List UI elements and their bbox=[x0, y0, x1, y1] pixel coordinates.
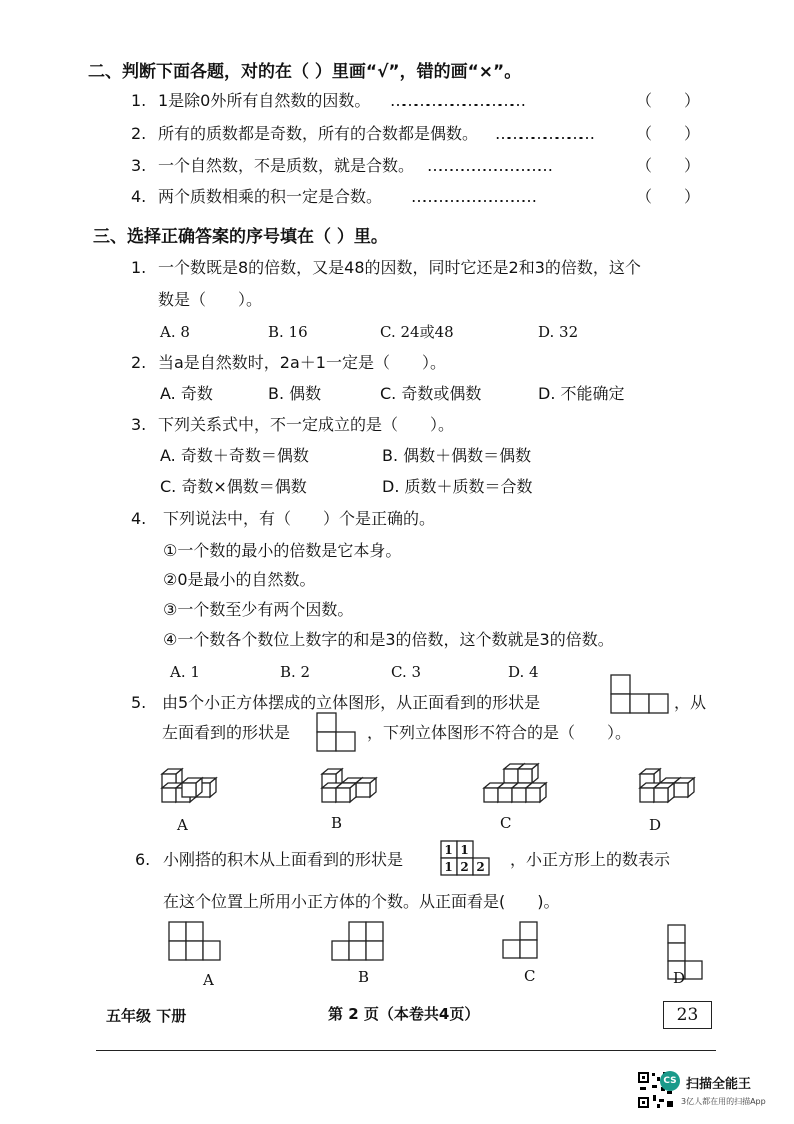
s2-item3-text: 一个自然数，不是质数，就是合数。 bbox=[158, 156, 415, 175]
q5-line2-a: 左面看到的形状是 bbox=[162, 723, 291, 742]
s2-item1-dots: …………………………… bbox=[390, 91, 522, 110]
q5-label-d: D bbox=[649, 816, 662, 834]
q5-line2-b: ，下列立体图形不符合的是（ ）。 bbox=[367, 723, 632, 742]
q5-left-view-figure bbox=[316, 712, 360, 754]
q5-figure-b bbox=[318, 760, 380, 808]
q6-label-d: D bbox=[673, 969, 686, 987]
q1-option-a: A. 8 bbox=[160, 323, 190, 341]
q6-grid-number: 1 bbox=[460, 843, 469, 857]
q4-statement-4: ④一个数各个数位上数字的和是3的倍数，这个数就是3的倍数。 bbox=[163, 630, 614, 649]
q2-option-c: C. 奇数或偶数 bbox=[380, 384, 482, 403]
q5-figure-a bbox=[158, 760, 220, 808]
q3-num: 3. bbox=[131, 415, 147, 434]
q1-option-c: C. 24或48 bbox=[380, 323, 454, 341]
camscanner-logo-icon: CS bbox=[660, 1071, 680, 1091]
q6-grid-number: 2 bbox=[460, 860, 469, 874]
q4-statement-3: ③一个数至少有两个因数。 bbox=[163, 600, 354, 619]
q5-front-view-figure bbox=[610, 674, 672, 714]
q5-label-c: C bbox=[500, 814, 512, 832]
q5-figure-c bbox=[480, 760, 548, 808]
q5-line1-b: ，从 bbox=[674, 693, 707, 712]
q5-line1-a: 由5个小正方体摆成的立体图形，从正面看到的形状是 bbox=[162, 693, 541, 712]
q2-option-b: B. 偶数 bbox=[268, 384, 322, 403]
footer-rule bbox=[96, 1050, 716, 1051]
q4-statement-2: ②0是最小的自然数。 bbox=[163, 570, 316, 589]
q2-option-a: A. 奇数 bbox=[160, 384, 213, 403]
s2-item3-dots: …………………………… bbox=[427, 156, 548, 175]
q6-label-b: B bbox=[358, 968, 370, 986]
camscanner-tagline: 3亿人都在用的扫描App bbox=[681, 1097, 766, 1106]
q2-num: 2. bbox=[131, 353, 147, 372]
q4-statement-1: ①一个数的最小的倍数是它本身。 bbox=[163, 541, 402, 560]
s2-item3-num: 3. bbox=[131, 156, 147, 175]
q4-option-c: C. 3 bbox=[391, 663, 422, 681]
q3-option-c: C. 奇数×偶数＝偶数 bbox=[160, 477, 307, 496]
s2-item3-paren: （ ） bbox=[636, 156, 701, 175]
section2-heading: 二、判断下面各题，对的在（ ）里画“√”，错的画“×”。 bbox=[88, 62, 522, 82]
q6-grid-number: 1 bbox=[444, 843, 453, 857]
q1-line1: 一个数既是8的倍数，又是48的因数，同时它还是2和3的倍数，这个 bbox=[158, 258, 641, 277]
q5-figure-d bbox=[636, 760, 704, 808]
s2-item4-text: 两个质数相乘的积一定是合数。 bbox=[158, 187, 383, 206]
q1-option-b: B. 16 bbox=[268, 323, 308, 341]
q6-figure-a bbox=[168, 921, 224, 961]
q6-line2: 在这个位置上所用小正方体的个数。从正面看是( )。 bbox=[163, 892, 560, 911]
s2-item1-num: 1. bbox=[131, 91, 147, 110]
q1-num: 1. bbox=[131, 258, 147, 277]
camscanner-brand: 扫描全能王 bbox=[686, 1077, 752, 1092]
q1-line2: 数是（ ）。 bbox=[158, 290, 263, 309]
q6-num: 6. bbox=[135, 850, 151, 869]
s2-item4-paren: （ ） bbox=[636, 187, 701, 206]
s2-item1-text: 1是除0外所有自然数的因数。 bbox=[158, 91, 371, 110]
q5-num: 5. bbox=[131, 693, 147, 712]
s2-item1-paren: （ ） bbox=[636, 91, 701, 110]
s2-item2-dots: …………………… bbox=[495, 124, 591, 143]
q4-text: 下列说法中，有（ ）个是正确的。 bbox=[163, 509, 436, 528]
q3-option-a: A. 奇数＋奇数＝偶数 bbox=[160, 446, 309, 465]
q6-grid-number: 2 bbox=[476, 860, 485, 874]
footer-page-box: 23 bbox=[663, 1001, 712, 1029]
q3-text: 下列关系式中，不一定成立的是（ ）。 bbox=[158, 415, 455, 434]
q6-line1-a: 小刚搭的积木从上面看到的形状是 bbox=[163, 850, 404, 869]
q3-option-b: B. 偶数＋偶数＝偶数 bbox=[382, 446, 532, 465]
q6-line1-b: ，小正方形上的数表示 bbox=[510, 850, 671, 869]
q3-option-d: D. 质数＋质数＝合数 bbox=[382, 477, 533, 496]
q5-label-a: A bbox=[177, 816, 188, 834]
footer-grade: 五年级 下册 bbox=[106, 1007, 187, 1025]
q5-label-b: B bbox=[331, 814, 343, 832]
q1-option-d: D. 32 bbox=[538, 323, 579, 341]
section3-heading: 三、选择正确答案的序号填在（ ）里。 bbox=[93, 227, 388, 247]
s2-item4-num: 4. bbox=[131, 187, 147, 206]
q6-figure-b bbox=[331, 921, 387, 961]
s2-item2-paren: （ ） bbox=[636, 124, 701, 143]
s2-item2-text: 所有的质数都是奇数，所有的合数都是偶数。 bbox=[158, 124, 479, 143]
q2-text: 当a是自然数时，2a＋1一定是（ ）。 bbox=[158, 353, 446, 372]
q4-num: 4. bbox=[131, 509, 147, 528]
q6-label-a: A bbox=[203, 971, 214, 989]
q4-option-d: D. 4 bbox=[508, 663, 539, 681]
q6-figure-c bbox=[502, 921, 542, 961]
q4-option-a: A. 1 bbox=[170, 663, 200, 681]
footer-page-number: 第 2 页（本卷共4页） bbox=[328, 1005, 480, 1023]
q2-option-d: D. 不能确定 bbox=[538, 384, 625, 403]
q6-grid-number: 1 bbox=[444, 860, 453, 874]
q4-option-b: B. 2 bbox=[280, 663, 311, 681]
s2-item4-dots: …………………………… bbox=[411, 187, 532, 206]
q6-label-c: C bbox=[524, 967, 536, 985]
s2-item2-num: 2. bbox=[131, 124, 147, 143]
